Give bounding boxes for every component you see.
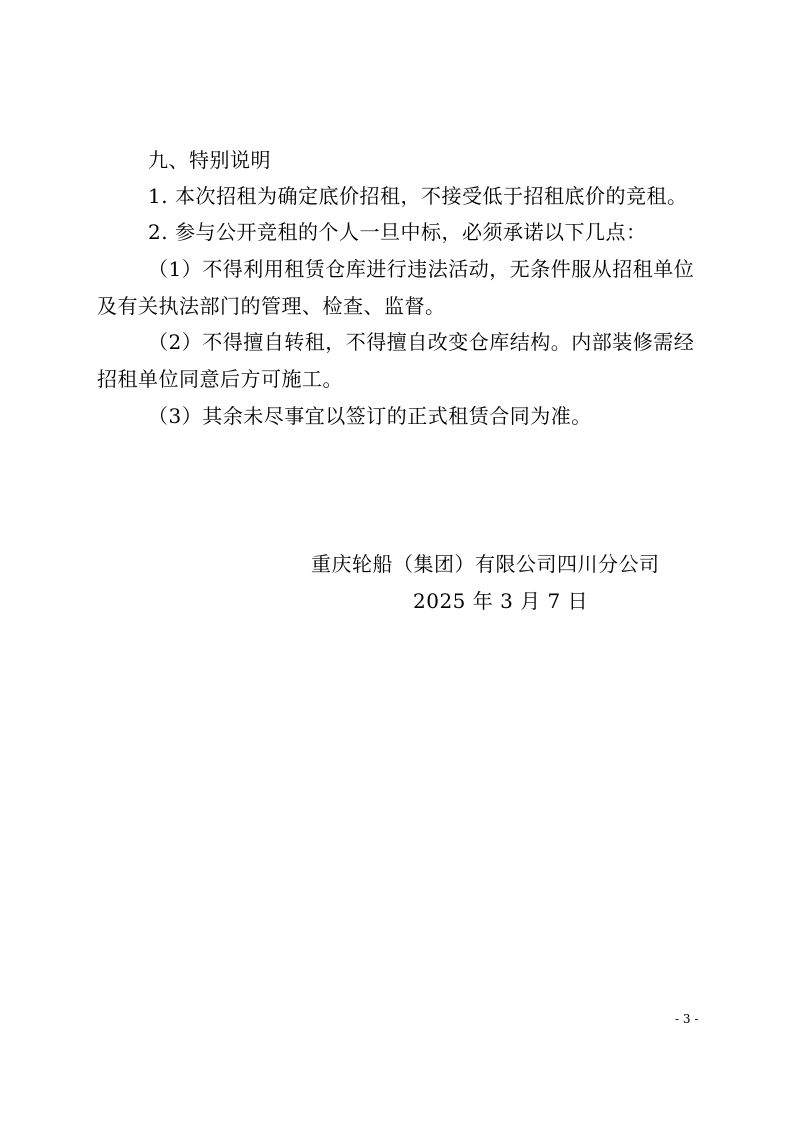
clause-2-line-1: （2）不得擅自转租，不得擅自改变仓库结构。内部装修需经 <box>148 330 695 354</box>
item-2: 2. 参与公开竞租的个人一旦中标，必须承诺以下几点： <box>148 220 647 244</box>
signature-date: 2025 年 3 月 7 日 <box>413 589 589 613</box>
page-number: - 3 - <box>675 1012 699 1026</box>
clause-1-line-2: 及有关执法部门的管理、检查、监督。 <box>97 294 446 318</box>
signature-organization: 重庆轮船（集团）有限公司四川分公司 <box>311 552 660 576</box>
clause-2-line-2: 招租单位同意后方可施工。 <box>97 367 343 391</box>
clause-3-line-1: （3）其余未尽事宜以签订的正式租赁合同为准。 <box>148 404 592 428</box>
item-1: 1. 本次招租为确定底价招租，不接受低于招租底价的竞租。 <box>148 184 688 208</box>
clause-1-line-1: （1）不得利用租赁仓库进行违法活动，无条件服从招租单位 <box>148 257 695 281</box>
section-heading: 九、特别说明 <box>148 148 271 172</box>
